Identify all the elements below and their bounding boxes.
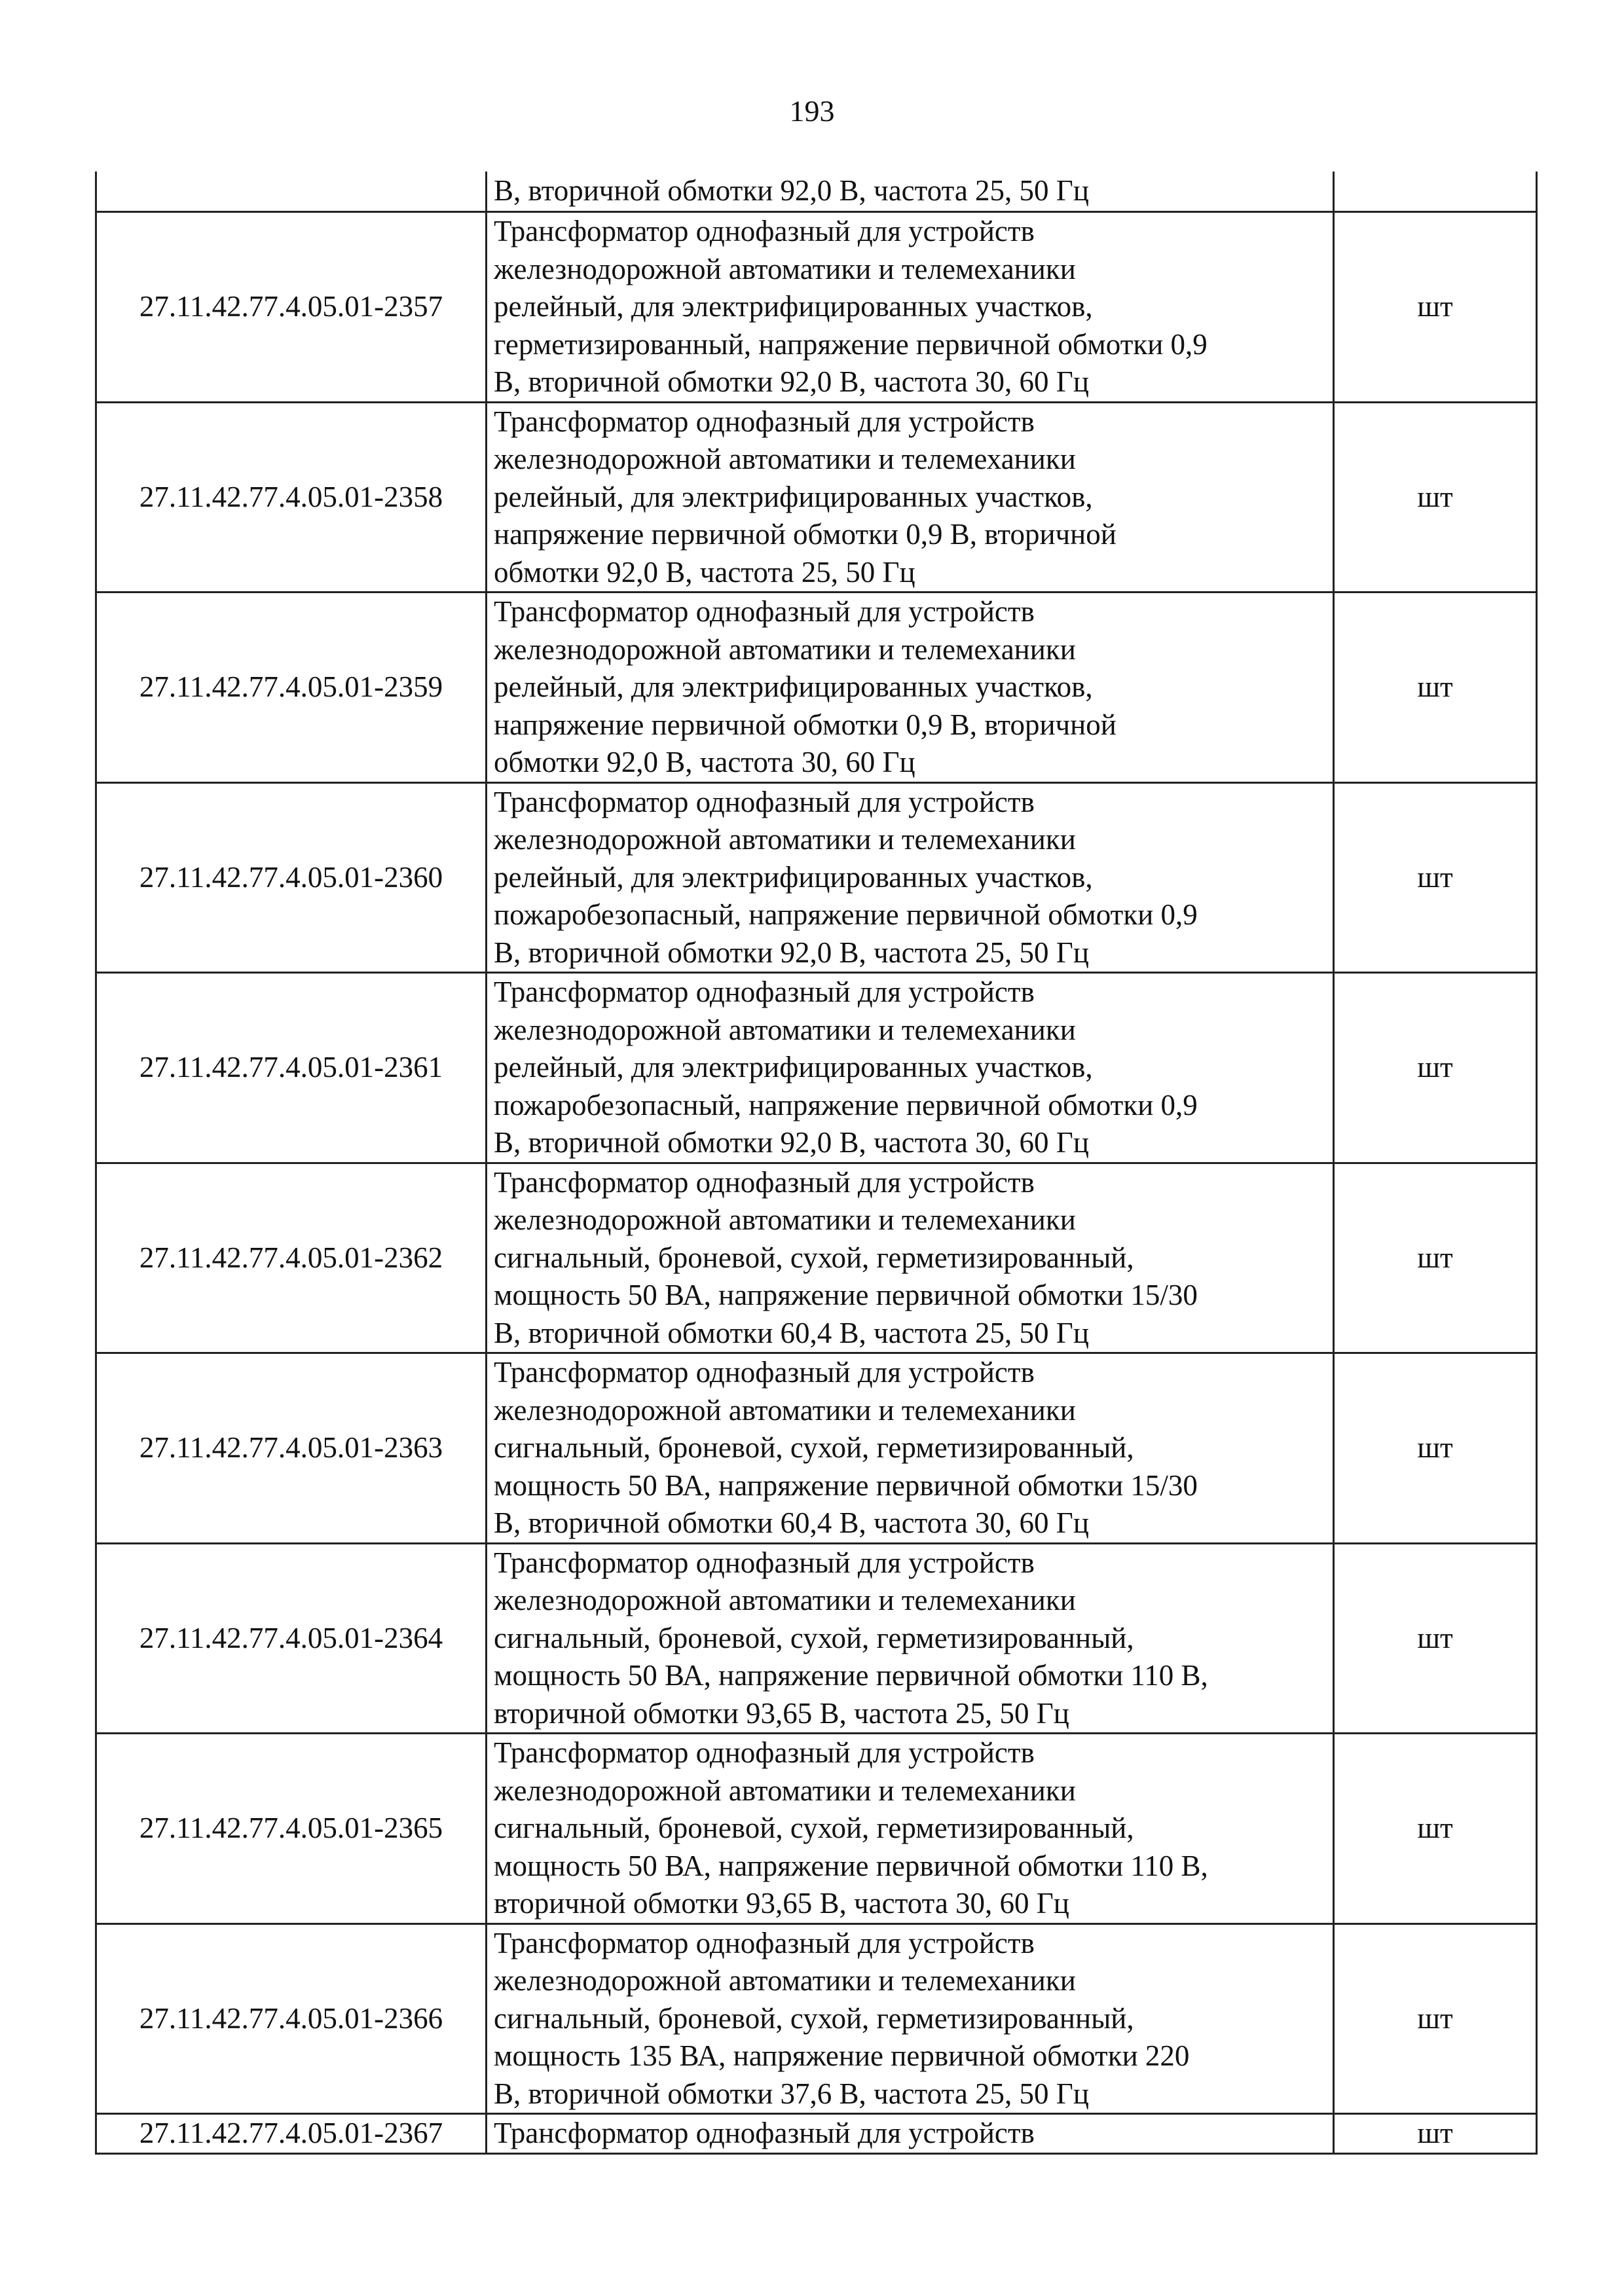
resource-unit: шт: [1334, 1734, 1537, 1924]
description-line: Трансформатор однофазный для устройств: [494, 1356, 1035, 1389]
table-row: [96, 973, 1537, 1163]
resource-description: [487, 782, 1334, 973]
resource-description: [487, 2114, 1334, 2154]
table-row: [96, 172, 1537, 212]
resource-unit: шт: [1334, 1923, 1537, 2114]
description-line: железнодорожной автоматики и телемеханики: [494, 1203, 1076, 1236]
description-line: мощность 50 ВА, напряжение первичной обмотки 15/30: [494, 1279, 1198, 1311]
description-line: Трансформатор однофазный для устройств: [494, 975, 1035, 1008]
description-line: сигнальный, броневой, сухой, герметизированный,: [494, 1621, 1134, 1654]
resource-table: [95, 172, 1538, 2155]
description-line: вторичной обмотки 93,65 В, частота 30, 60 Гц: [494, 1887, 1069, 1920]
table-row: [96, 1543, 1537, 1734]
resource-code: 27.11.42.77.4.05.01-2366: [96, 1923, 487, 2114]
resource-code: 27.11.42.77.4.05.01-2358: [96, 402, 487, 592]
table-row: [96, 1734, 1537, 1924]
resource-code: 27.11.42.77.4.05.01-2364: [96, 1543, 487, 1734]
resource-description: [487, 212, 1334, 403]
table-row: [96, 1353, 1537, 1544]
table-row: [96, 1923, 1537, 2114]
resource-code: 27.11.42.77.4.05.01-2359: [96, 592, 487, 783]
resource-description: [487, 592, 1334, 783]
description-line: В, вторичной обмотки 92,0 В, частота 30, 60 Гц: [494, 1126, 1089, 1159]
description-line: В, вторичной обмотки 92,0 В, частота 25, 50 Гц: [494, 174, 1089, 208]
description-line: железнодорожной автоматики и телемеханики: [494, 1774, 1076, 1807]
description-line: В, вторичной обмотки 60,4 В, частота 30, 60 Гц: [494, 1506, 1089, 1539]
resource-description: [487, 973, 1334, 1163]
description-line: Трансформатор однофазный для устройств: [494, 595, 1035, 628]
description-line: релейный, для электрифицированных участков,: [494, 1051, 1093, 1084]
resource-unit: [1334, 172, 1537, 212]
resource-unit: шт: [1334, 1163, 1537, 1353]
description-line: железнодорожной автоматики и телемеханики: [494, 1013, 1076, 1046]
resource-description: [487, 172, 1334, 212]
table-row: [96, 1163, 1537, 1353]
description-line: железнодорожной автоматики и телемеханики: [494, 632, 1076, 666]
description-line: Трансформатор однофазный для устройств: [494, 1165, 1035, 1199]
resource-unit: шт: [1334, 402, 1537, 592]
description-line: Трансформатор однофазный для устройств: [494, 405, 1035, 438]
table-body: [96, 172, 1537, 2153]
description-line: сигнальный, броневой, сухой, герметизированный,: [494, 1812, 1134, 1844]
resource-unit: шт: [1334, 973, 1537, 1163]
resource-unit: шт: [1334, 2114, 1537, 2154]
page-number: 193: [789, 94, 835, 128]
description-line: релейный, для электрифицированных участков,: [494, 860, 1093, 894]
description-line: обмотки 92,0 В, частота 25, 50 Гц: [494, 555, 915, 589]
resource-description: [487, 402, 1334, 592]
table-row: [96, 402, 1537, 592]
resource-unit: шт: [1334, 592, 1537, 783]
description-line: пожаробезопасный, напряжение первичной обмотки 0,9: [494, 898, 1198, 931]
description-line: мощность 135 ВА, напряжение первичной обмотки 220: [494, 2039, 1190, 2072]
description-line: Трансформатор однофазный для устройств: [494, 1736, 1035, 1769]
table-row: [96, 2114, 1537, 2154]
description-line: напряжение первичной обмотки 0,9 В, вторичной: [494, 518, 1116, 551]
description-line: сигнальный, броневой, сухой, герметизированный,: [494, 2001, 1134, 2035]
table-row: [96, 212, 1537, 403]
resource-unit: шт: [1334, 1353, 1537, 1544]
resource-code: [96, 172, 487, 212]
description-line: железнодорожной автоматики и телемеханики: [494, 823, 1076, 856]
description-line: железнодорожной автоматики и телемеханики: [494, 252, 1076, 285]
description-line: Трансформатор однофазный для устройств: [494, 2117, 1035, 2149]
resource-unit: шт: [1334, 782, 1537, 973]
description-line: В, вторичной обмотки 92,0 В, частота 30, 60 Гц: [494, 365, 1089, 398]
description-line: железнодорожной автоматики и телемеханики: [494, 1964, 1076, 1997]
description-line: пожаробезопасный, напряжение первичной обмотки 0,9: [494, 1088, 1198, 1121]
resource-code: 27.11.42.77.4.05.01-2357: [96, 212, 487, 403]
description-line: железнодорожной автоматики и телемеханики: [494, 1393, 1076, 1427]
description-line: мощность 50 ВА, напряжение первичной обмотки 110 В,: [494, 1659, 1208, 1692]
resource-description: [487, 1543, 1334, 1734]
description-line: Трансформатор однофазный для устройств: [494, 1926, 1035, 1959]
resource-unit: шт: [1334, 1543, 1537, 1734]
resource-description: [487, 1923, 1334, 2114]
description-line: В, вторичной обмотки 37,6 В, частота 25, 50 Гц: [494, 2077, 1089, 2110]
description-line: мощность 50 ВА, напряжение первичной обмотки 110 В,: [494, 1849, 1208, 1882]
description-line: железнодорожной автоматики и телемеханики: [494, 1584, 1076, 1616]
description-line: герметизированный, напряжение первичной обмотки 0,9: [494, 327, 1208, 361]
table-row: [96, 782, 1537, 973]
resource-unit: шт: [1334, 212, 1537, 403]
description-line: релейный, для электрифицированных участков,: [494, 290, 1093, 323]
resource-description: [487, 1353, 1334, 1544]
description-line: релейный, для электрифицированных участков,: [494, 670, 1093, 703]
description-line: мощность 50 ВА, напряжение первичной обмотки 15/30: [494, 1468, 1198, 1502]
description-line: сигнальный, броневой, сухой, герметизированный,: [494, 1241, 1134, 1274]
resource-code: 27.11.42.77.4.05.01-2360: [96, 782, 487, 973]
resource-code: 27.11.42.77.4.05.01-2367: [96, 2114, 487, 2154]
description-line: сигнальный, броневой, сухой, герметизированный,: [494, 1431, 1134, 1464]
description-line: вторичной обмотки 93,65 В, частота 25, 50 Гц: [494, 1696, 1069, 1730]
description-line: В, вторичной обмотки 60,4 В, частота 25, 50 Гц: [494, 1316, 1089, 1349]
description-line: Трансформатор однофазный для устройств: [494, 215, 1035, 247]
resource-description: [487, 1734, 1334, 1924]
description-line: Трансформатор однофазный для устройств: [494, 785, 1035, 818]
description-line: релейный, для электрифицированных участков,: [494, 480, 1093, 513]
description-line: обмотки 92,0 В, частота 30, 60 Гц: [494, 746, 915, 778]
description-line: В, вторичной обмотки 92,0 В, частота 25, 50 Гц: [494, 936, 1089, 969]
description-line: Трансформатор однофазный для устройств: [494, 1546, 1035, 1579]
table-row: [96, 592, 1537, 783]
resource-code: 27.11.42.77.4.05.01-2365: [96, 1734, 487, 1924]
description-line: железнодорожной автоматики и телемеханики: [494, 443, 1076, 475]
description-line: напряжение первичной обмотки 0,9 В, вторичной: [494, 708, 1116, 741]
resource-code: 27.11.42.77.4.05.01-2362: [96, 1163, 487, 1353]
resource-code: 27.11.42.77.4.05.01-2361: [96, 973, 487, 1163]
resource-description: [487, 1163, 1334, 1353]
resource-code: 27.11.42.77.4.05.01-2363: [96, 1353, 487, 1544]
